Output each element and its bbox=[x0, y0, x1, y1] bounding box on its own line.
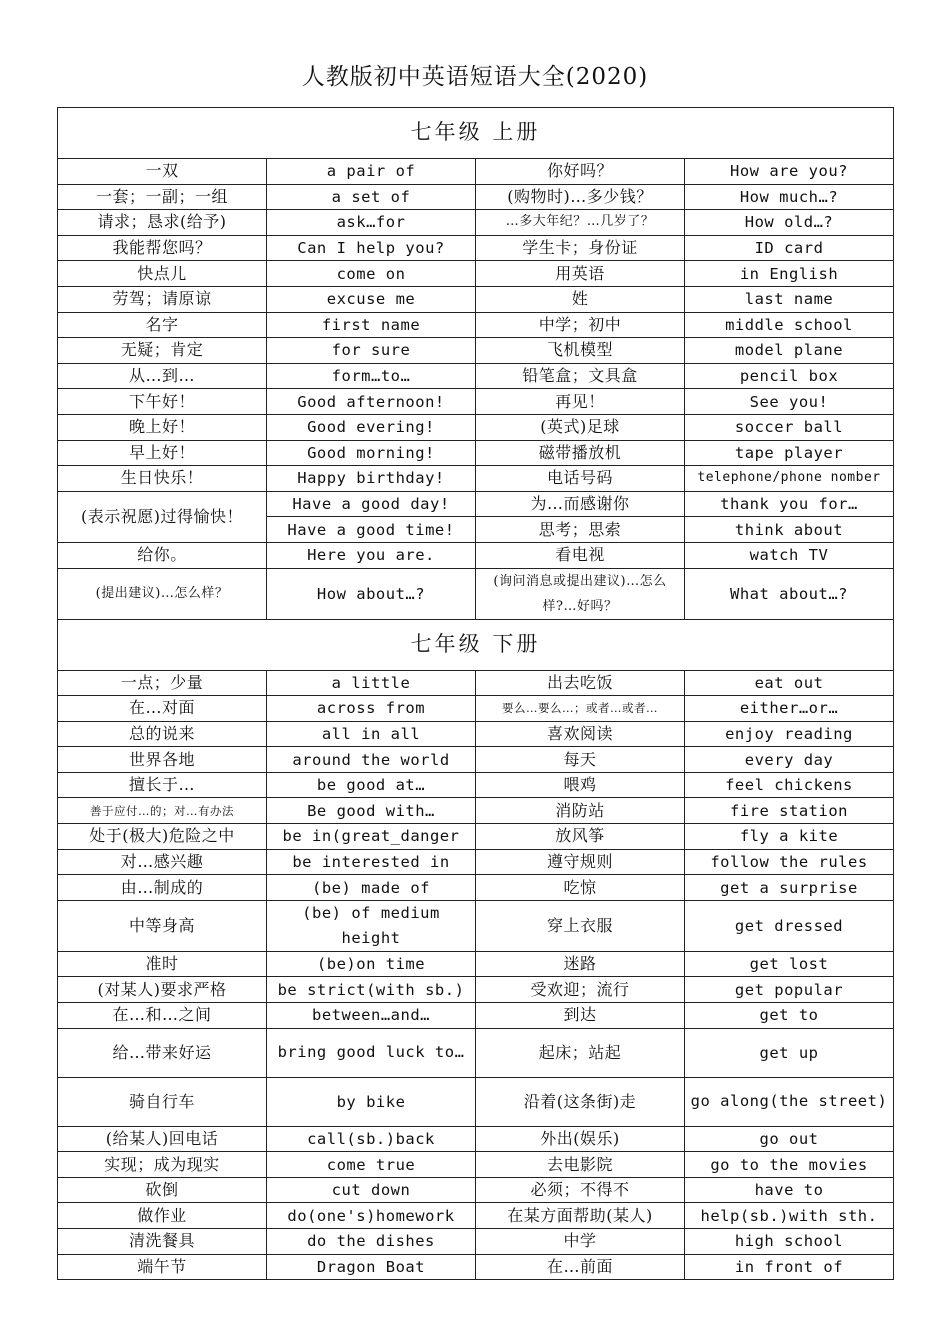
table-row bbox=[58, 798, 894, 824]
table-row bbox=[58, 286, 894, 312]
english-phrase-cell: Good evering! bbox=[267, 414, 476, 440]
english-phrase-cell: Can I help you? bbox=[267, 235, 476, 261]
english-phrase-cell: (be) made of bbox=[267, 875, 476, 901]
english-phrase-cell: Good afternoon! bbox=[267, 389, 476, 415]
table-row bbox=[58, 261, 894, 287]
english-phrase-cell: fire station bbox=[685, 798, 894, 824]
table-row bbox=[58, 568, 894, 619]
chinese-phrase-cell: 为…而感谢你 bbox=[476, 491, 685, 517]
english-phrase-cell: between…and… bbox=[267, 1003, 476, 1029]
table-row bbox=[58, 338, 894, 364]
table-row bbox=[58, 363, 894, 389]
english-phrase-cell: feel chickens bbox=[685, 772, 894, 798]
chinese-phrase-cell: 每天 bbox=[476, 747, 685, 773]
table-row bbox=[58, 721, 894, 747]
chinese-phrase-cell: 一双 bbox=[58, 159, 267, 185]
english-phrase-cell: high school bbox=[685, 1229, 894, 1255]
chinese-phrase-cell: 擅长于… bbox=[58, 772, 267, 798]
english-phrase-cell: in front of bbox=[685, 1254, 894, 1280]
table-row bbox=[58, 1003, 894, 1029]
english-phrase-cell: be interested in bbox=[267, 849, 476, 875]
english-phrase-cell: get dressed bbox=[685, 900, 894, 951]
english-phrase-cell: ID card bbox=[685, 235, 894, 261]
table-row bbox=[58, 235, 894, 261]
chinese-phrase-cell: (表示祝愿)过得愉快！ bbox=[58, 491, 267, 542]
english-phrase-cell: Have a good day! bbox=[267, 491, 476, 517]
chinese-phrase-cell: 处于(极大)危险之中 bbox=[58, 824, 267, 850]
english-phrase-cell: go out bbox=[685, 1126, 894, 1152]
table-row bbox=[58, 696, 894, 722]
chinese-phrase-cell: 善于应付…的；对…有办法 bbox=[58, 798, 267, 824]
english-phrase-cell: follow the rules bbox=[685, 849, 894, 875]
english-phrase-cell: come on bbox=[267, 261, 476, 287]
chinese-phrase-cell: 总的说来 bbox=[58, 721, 267, 747]
english-phrase-cell: last name bbox=[685, 286, 894, 312]
chinese-phrase-cell: 中学；初中 bbox=[476, 312, 685, 338]
english-phrase-cell: be good at… bbox=[267, 772, 476, 798]
chinese-phrase-cell: 做作业 bbox=[58, 1203, 267, 1229]
chinese-phrase-cell: 穿上衣服 bbox=[476, 900, 685, 951]
english-phrase-cell: How much…? bbox=[685, 184, 894, 210]
english-phrase-cell: Have a good time! bbox=[267, 517, 476, 543]
chinese-phrase-cell: 沿着(这条街)走 bbox=[476, 1077, 685, 1126]
english-phrase-cell: watch TV bbox=[685, 542, 894, 568]
section-heading: 七年级 下册 bbox=[58, 619, 894, 670]
english-phrase-cell: bring good luck to… bbox=[267, 1028, 476, 1077]
chinese-phrase-cell: 磁带播放机 bbox=[476, 440, 685, 466]
chinese-phrase-cell: (给某人)回电话 bbox=[58, 1126, 267, 1152]
english-phrase-cell: by bike bbox=[267, 1077, 476, 1126]
table-row bbox=[58, 977, 894, 1003]
table-row bbox=[58, 466, 894, 492]
phrase-table bbox=[57, 107, 894, 1280]
chinese-phrase-cell: (提出建议)…怎么样？ bbox=[58, 568, 267, 619]
english-phrase-cell: Be good with… bbox=[267, 798, 476, 824]
document-title: 人教版初中英语短语大全(2020) bbox=[301, 64, 649, 90]
section-header-row bbox=[58, 619, 894, 670]
table-row bbox=[58, 1126, 894, 1152]
table-row bbox=[58, 159, 894, 185]
table-row bbox=[58, 389, 894, 415]
english-phrase-cell: ask…for bbox=[267, 210, 476, 236]
chinese-phrase-cell: 中等身高 bbox=[58, 900, 267, 951]
table-row bbox=[58, 772, 894, 798]
table-row bbox=[58, 542, 894, 568]
english-phrase-cell: first name bbox=[267, 312, 476, 338]
chinese-phrase-cell: 无疑；肯定 bbox=[58, 338, 267, 364]
english-phrase-cell: form…to… bbox=[267, 363, 476, 389]
chinese-phrase-cell: 晚上好！ bbox=[58, 414, 267, 440]
chinese-phrase-cell: 吃惊 bbox=[476, 875, 685, 901]
english-phrase-cell: for sure bbox=[267, 338, 476, 364]
chinese-phrase-cell: 喜欢阅读 bbox=[476, 721, 685, 747]
english-phrase-cell: around the world bbox=[267, 747, 476, 773]
english-phrase-cell: either…or… bbox=[685, 696, 894, 722]
chinese-phrase-cell: 在某方面帮助(某人) bbox=[476, 1203, 685, 1229]
section-heading: 七年级 上册 bbox=[58, 108, 894, 159]
chinese-phrase-cell: 在…前面 bbox=[476, 1254, 685, 1280]
english-phrase-cell: excuse me bbox=[267, 286, 476, 312]
chinese-phrase-cell: 姓 bbox=[476, 286, 685, 312]
english-phrase-cell: a pair of bbox=[267, 159, 476, 185]
english-phrase-cell: thank you for… bbox=[685, 491, 894, 517]
table-row bbox=[58, 1203, 894, 1229]
chinese-phrase-cell: 一点；少量 bbox=[58, 670, 267, 696]
chinese-phrase-cell: …多大年纪？…几岁了？ bbox=[476, 210, 685, 236]
chinese-phrase-cell: (对某人)要求严格 bbox=[58, 977, 267, 1003]
chinese-phrase-cell: 起床；站起 bbox=[476, 1028, 685, 1077]
table-row bbox=[58, 312, 894, 338]
english-phrase-cell: model plane bbox=[685, 338, 894, 364]
english-phrase-cell: How about…? bbox=[267, 568, 476, 619]
chinese-phrase-cell: 要么…要么…；或者…或者… bbox=[476, 696, 685, 722]
english-phrase-cell: get to bbox=[685, 1003, 894, 1029]
chinese-phrase-cell: 受欢迎；流行 bbox=[476, 977, 685, 1003]
chinese-phrase-cell: 学生卡；身份证 bbox=[476, 235, 685, 261]
table-row bbox=[58, 849, 894, 875]
english-phrase-cell: get up bbox=[685, 1028, 894, 1077]
english-phrase-cell: How are you? bbox=[685, 159, 894, 185]
table-row bbox=[58, 1254, 894, 1280]
chinese-phrase-cell: 看电视 bbox=[476, 542, 685, 568]
chinese-phrase-cell: 准时 bbox=[58, 951, 267, 977]
chinese-phrase-cell: (英式)足球 bbox=[476, 414, 685, 440]
english-phrase-cell: (be)on time bbox=[267, 951, 476, 977]
english-phrase-cell: go to the movies bbox=[685, 1152, 894, 1178]
table-row bbox=[58, 1152, 894, 1178]
chinese-phrase-cell: 世界各地 bbox=[58, 747, 267, 773]
english-phrase-cell: all in all bbox=[267, 721, 476, 747]
english-phrase-cell: get lost bbox=[685, 951, 894, 977]
chinese-phrase-cell: 放风筝 bbox=[476, 824, 685, 850]
chinese-phrase-cell: 请求；恳求(给予) bbox=[58, 210, 267, 236]
chinese-phrase-cell: 给你。 bbox=[58, 542, 267, 568]
english-phrase-cell: do(one's)homework bbox=[267, 1203, 476, 1229]
chinese-phrase-cell: (询问消息或提出建议)…怎么样?…好吗？ bbox=[476, 568, 685, 619]
table-row bbox=[58, 414, 894, 440]
chinese-phrase-cell: 一套；一副；一组 bbox=[58, 184, 267, 210]
english-phrase-cell: cut down bbox=[267, 1177, 476, 1203]
chinese-phrase-cell: 再见！ bbox=[476, 389, 685, 415]
english-phrase-cell: Good morning! bbox=[267, 440, 476, 466]
english-phrase-cell: telephone/phone nomber bbox=[685, 466, 894, 492]
chinese-phrase-cell: 由…制成的 bbox=[58, 875, 267, 901]
chinese-phrase-cell: 名字 bbox=[58, 312, 267, 338]
chinese-phrase-cell: 你好吗？ bbox=[476, 159, 685, 185]
chinese-phrase-cell: 去电影院 bbox=[476, 1152, 685, 1178]
chinese-phrase-cell: 外出(娱乐) bbox=[476, 1126, 685, 1152]
chinese-phrase-cell: 消防站 bbox=[476, 798, 685, 824]
chinese-phrase-cell: 用英语 bbox=[476, 261, 685, 287]
table-row bbox=[58, 670, 894, 696]
chinese-phrase-cell: 遵守规则 bbox=[476, 849, 685, 875]
table-row bbox=[58, 900, 894, 951]
english-phrase-cell: go along(the street) bbox=[685, 1077, 894, 1126]
chinese-phrase-cell: 下午好！ bbox=[58, 389, 267, 415]
english-phrase-cell: What about…? bbox=[685, 568, 894, 619]
english-phrase-cell: think about bbox=[685, 517, 894, 543]
section-header-row bbox=[58, 108, 894, 159]
chinese-phrase-cell: 在…和…之间 bbox=[58, 1003, 267, 1029]
english-phrase-cell: tape player bbox=[685, 440, 894, 466]
english-phrase-cell: Here you are. bbox=[267, 542, 476, 568]
chinese-phrase-cell: 早上好！ bbox=[58, 440, 267, 466]
table-row bbox=[58, 824, 894, 850]
chinese-phrase-cell: 给…带来好运 bbox=[58, 1028, 267, 1077]
english-phrase-cell: come true bbox=[267, 1152, 476, 1178]
english-phrase-cell: have to bbox=[685, 1177, 894, 1203]
table-row bbox=[58, 875, 894, 901]
chinese-phrase-cell: 骑自行车 bbox=[58, 1077, 267, 1126]
chinese-phrase-cell: 铅笔盒；文具盒 bbox=[476, 363, 685, 389]
chinese-phrase-cell: 喂鸡 bbox=[476, 772, 685, 798]
english-phrase-cell: across from bbox=[267, 696, 476, 722]
chinese-phrase-cell: 必须；不得不 bbox=[476, 1177, 685, 1203]
english-phrase-cell: Dragon Boat bbox=[267, 1254, 476, 1280]
table-row bbox=[58, 1177, 894, 1203]
english-phrase-cell: pencil box bbox=[685, 363, 894, 389]
chinese-phrase-cell: (购物时)…多少钱？ bbox=[476, 184, 685, 210]
chinese-phrase-cell: 快点儿 bbox=[58, 261, 267, 287]
english-phrase-cell: be in(great_danger bbox=[267, 824, 476, 850]
english-phrase-cell: in English bbox=[685, 261, 894, 287]
table-row bbox=[58, 210, 894, 236]
english-phrase-cell: do the dishes bbox=[267, 1229, 476, 1255]
table-row bbox=[58, 491, 894, 517]
english-phrase-cell: See you! bbox=[685, 389, 894, 415]
english-phrase-cell: Happy birthday! bbox=[267, 466, 476, 492]
chinese-phrase-cell: 我能帮您吗？ bbox=[58, 235, 267, 261]
english-phrase-cell: (be) of medium height bbox=[267, 900, 476, 951]
english-phrase-cell: enjoy reading bbox=[685, 721, 894, 747]
table-row bbox=[58, 440, 894, 466]
chinese-phrase-cell: 清洗餐具 bbox=[58, 1229, 267, 1255]
chinese-phrase-cell: 在…对面 bbox=[58, 696, 267, 722]
chinese-phrase-cell: 砍倒 bbox=[58, 1177, 267, 1203]
chinese-phrase-cell: 实现；成为现实 bbox=[58, 1152, 267, 1178]
table-row bbox=[58, 184, 894, 210]
table-row bbox=[58, 747, 894, 773]
english-phrase-cell: get popular bbox=[685, 977, 894, 1003]
table-row bbox=[58, 1028, 894, 1077]
chinese-phrase-cell: 电话号码 bbox=[476, 466, 685, 492]
chinese-phrase-cell: 中学 bbox=[476, 1229, 685, 1255]
english-phrase-cell: a little bbox=[267, 670, 476, 696]
chinese-phrase-cell: 对…感兴趣 bbox=[58, 849, 267, 875]
table-row bbox=[58, 1229, 894, 1255]
chinese-phrase-cell: 劳驾；请原谅 bbox=[58, 286, 267, 312]
chinese-phrase-cell: 生日快乐！ bbox=[58, 466, 267, 492]
english-phrase-cell: every day bbox=[685, 747, 894, 773]
chinese-phrase-cell: 思考；思索 bbox=[476, 517, 685, 543]
chinese-phrase-cell: 端午节 bbox=[58, 1254, 267, 1280]
chinese-phrase-cell: 出去吃饭 bbox=[476, 670, 685, 696]
chinese-phrase-cell: 飞机模型 bbox=[476, 338, 685, 364]
english-phrase-cell: middle school bbox=[685, 312, 894, 338]
english-phrase-cell: soccer ball bbox=[685, 414, 894, 440]
chinese-phrase-cell: 迷路 bbox=[476, 951, 685, 977]
english-phrase-cell: be strict(with sb.) bbox=[267, 977, 476, 1003]
english-phrase-cell: fly a kite bbox=[685, 824, 894, 850]
english-phrase-cell: help(sb.)with sth. bbox=[685, 1203, 894, 1229]
english-phrase-cell: a set of bbox=[267, 184, 476, 210]
chinese-phrase-cell: 到达 bbox=[476, 1003, 685, 1029]
table-row bbox=[58, 951, 894, 977]
english-phrase-cell: call(sb.)back bbox=[267, 1126, 476, 1152]
table-row bbox=[58, 1077, 894, 1126]
english-phrase-cell: get a surprise bbox=[685, 875, 894, 901]
english-phrase-cell: eat out bbox=[685, 670, 894, 696]
chinese-phrase-cell: 从…到… bbox=[58, 363, 267, 389]
english-phrase-cell: How old…? bbox=[685, 210, 894, 236]
